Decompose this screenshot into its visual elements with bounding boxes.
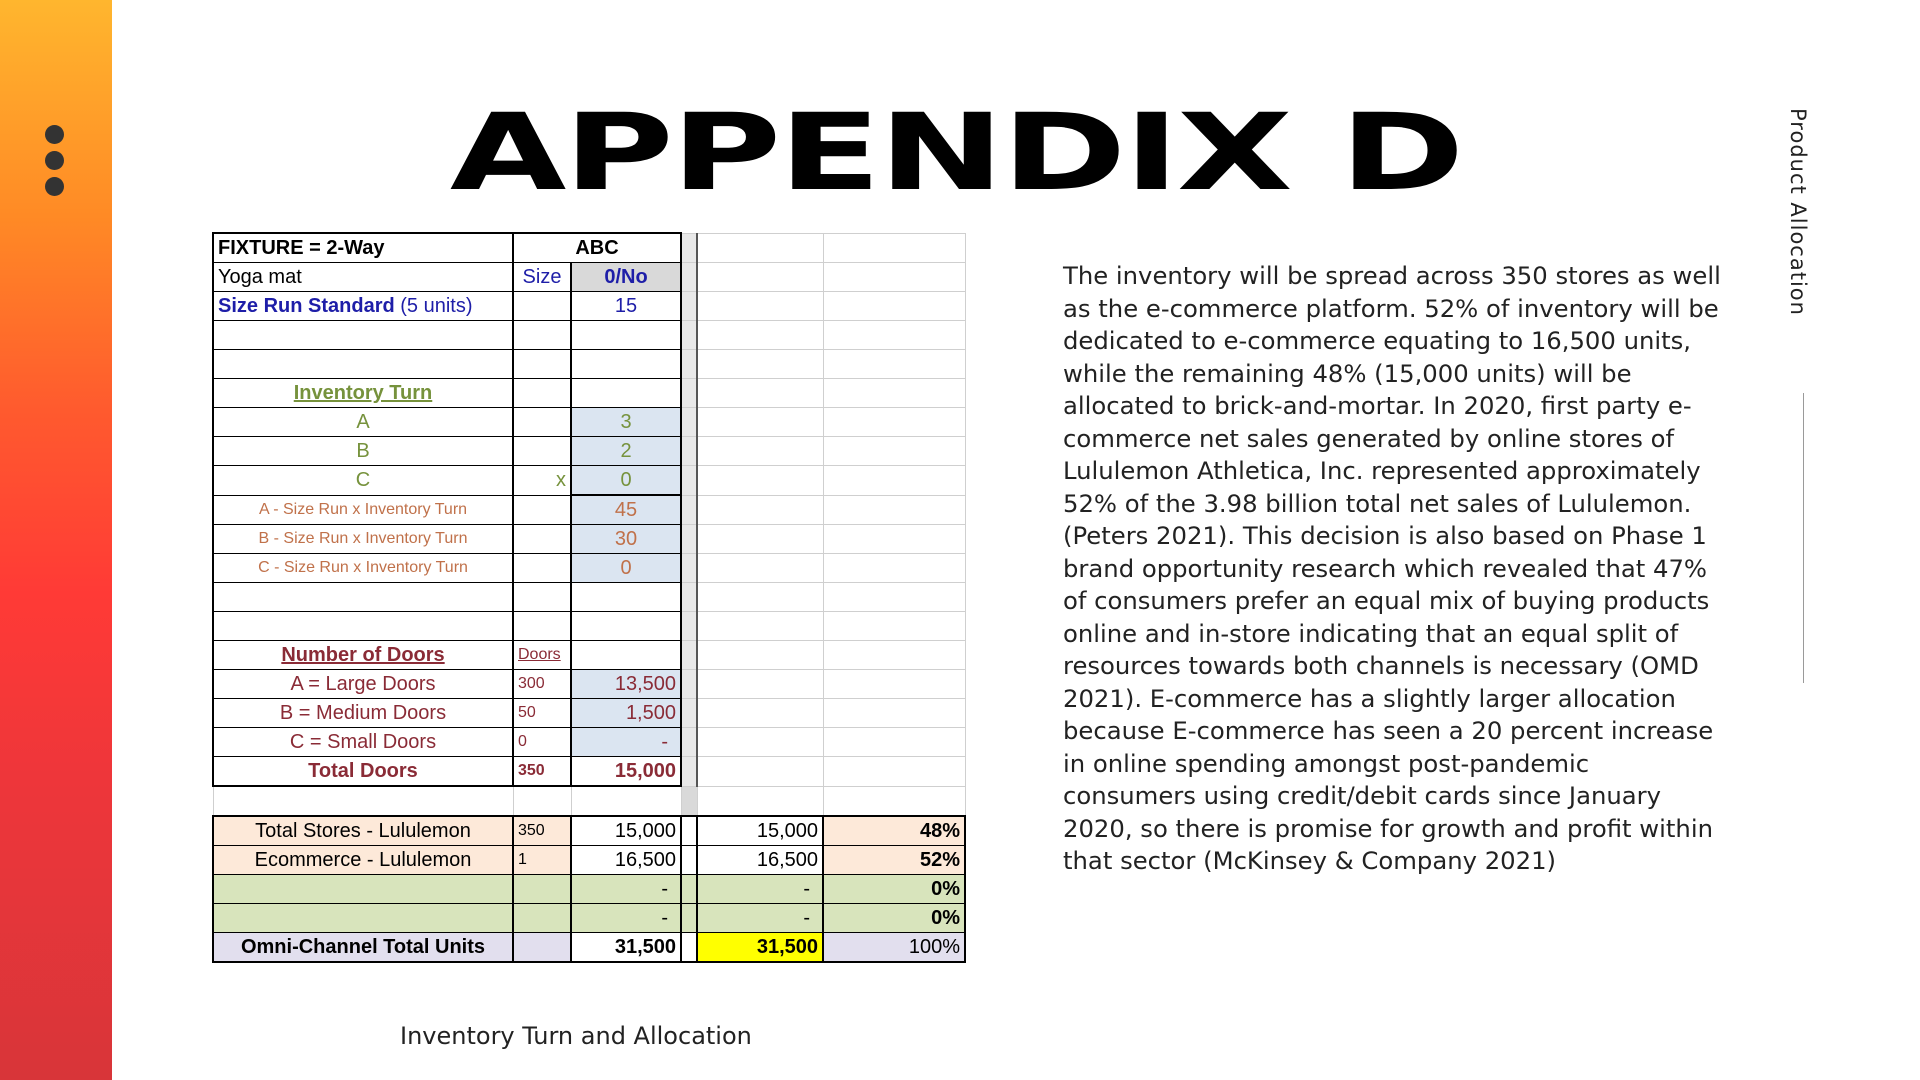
omni-total-label: Omni-Channel Total Units (213, 933, 513, 963)
table-row: B 2 (213, 437, 965, 466)
allocation-table (212, 232, 966, 963)
doors-header: Number of Doors (213, 641, 513, 670)
table-row: Omni-Channel Total Units 31,500 31,500 100% (213, 933, 965, 963)
table-row: C x 0 (213, 466, 965, 496)
table-row: C - Size Run x Inventory Turn 0 (213, 554, 965, 583)
table-row: B = Medium Doors 50 1,500 (213, 699, 965, 728)
table-row (213, 292, 965, 321)
table-row (213, 379, 965, 408)
yes-no-cell: 0/No (571, 263, 681, 292)
product-name: Yoga mat (213, 263, 513, 292)
table-row: A - Size Run x Inventory Turn 45 (213, 495, 965, 525)
table-row (213, 263, 965, 292)
fixture-label: FIXTURE = 2-Way (213, 233, 513, 263)
vertical-divider (1803, 393, 1804, 683)
table-row (213, 350, 965, 379)
table-row: Total Doors 350 15,000 (213, 757, 965, 787)
page-title: APPENDIX D (449, 91, 1462, 214)
size-label: Size (513, 263, 571, 292)
doors-unit: Doors (513, 641, 571, 670)
table-row: C = Small Doors 0 - (213, 728, 965, 757)
inventory-turn-header: Inventory Turn (213, 379, 513, 408)
body-paragraph: The inventory will be spread across 350 stores as well as the e-commerce platform. 52% of inventory will be dedicated to e-commerce equating to 16,500 units, while the remaining 48% (15,000 units) will be allocated to brick-and-mortar. In 2020, first party e-commerce net sales generated by online stores of Lululemon Athletica, Inc. represented approximately 52% of the 3.98 billion total net sales of Lululemon. (Peters 2021). This decision is also based on Phase 1 brand opportunity research which revealed that 47% of consumers prefer an equal mix of buying products online and in-store indicating that an equal split of resources towards both channels is necessary (OMD 2021). E-commerce has a slightly larger allocation because E-commerce has seen a 20 percent increase in online spending amongst post-pandemic consumers using credit/debit cards since January 2020, so there is promise for growth and profit within that sector (McKinsey & Company 2021) (1063, 261, 1721, 875)
table-row: A 3 (213, 408, 965, 437)
table-row (213, 321, 965, 350)
table-row: A = Large Doors 300 13,500 (213, 670, 965, 699)
table-row: Total Stores - Lululemon 350 15,000 15,000 48% (213, 816, 965, 846)
table-row (213, 786, 965, 816)
size-run-label: Size Run Standard (5 units) (213, 292, 513, 321)
table-row: - - 0% (213, 875, 965, 904)
section-label: Product Allocation (1786, 108, 1810, 316)
table-row: - - 0% (213, 904, 965, 933)
table-row (213, 583, 965, 612)
table-row (213, 641, 965, 670)
table-row: B - Size Run x Inventory Turn 30 (213, 525, 965, 554)
abc-header: ABC (513, 233, 681, 263)
table-caption: Inventory Turn and Allocation (400, 1022, 752, 1050)
size-run-value: 15 (571, 292, 681, 321)
table-row (213, 612, 965, 641)
omni-total-highlight: 31,500 (697, 933, 823, 963)
table-row: Ecommerce - Lululemon 1 16,500 16,500 52% (213, 846, 965, 875)
spreadsheet-image (212, 232, 966, 963)
table-row (213, 233, 965, 263)
